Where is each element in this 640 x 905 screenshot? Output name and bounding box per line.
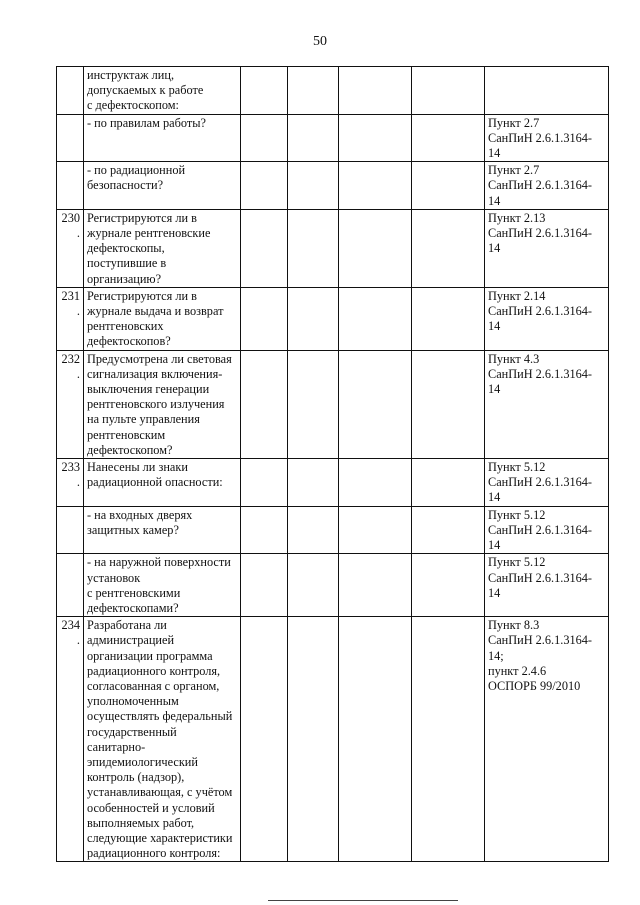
answer-yes-cell <box>241 209 288 287</box>
table-row <box>57 617 609 862</box>
question-cell: - по радиационной безопасности? <box>84 162 241 210</box>
table-row <box>57 114 609 162</box>
comment-cell <box>412 114 485 162</box>
answer-no-cell <box>288 162 339 210</box>
answer-yes-cell <box>241 506 288 554</box>
answer-yes-cell <box>241 287 288 350</box>
answer-yes-cell <box>241 67 288 115</box>
answer-na-cell <box>339 350 412 458</box>
question-cell: Нанесены ли знаки радиационной опасности: <box>84 459 241 507</box>
answer-no-cell <box>288 209 339 287</box>
row-number <box>57 67 84 115</box>
answer-na-cell <box>339 67 412 115</box>
comment-cell <box>412 350 485 458</box>
answer-yes-cell <box>241 114 288 162</box>
row-number <box>57 114 84 162</box>
row-number <box>57 554 84 617</box>
question-cell: Регистрируются ли в журнале рентгеновские дефектоскопы, поступившие в организацию? <box>84 209 241 287</box>
page-number: 50 <box>313 34 327 49</box>
answer-na-cell <box>339 209 412 287</box>
question-cell: - по правилам работы? <box>84 114 241 162</box>
checklist-table <box>56 66 609 862</box>
reference-cell: Пункт 2.13 СанПиН 2.6.1.3164- 14 <box>485 209 609 287</box>
answer-na-cell <box>339 617 412 862</box>
comment-cell <box>412 506 485 554</box>
table-row <box>57 287 609 350</box>
reference-cell: Пункт 2.7 СанПиН 2.6.1.3164- 14 <box>485 114 609 162</box>
row-number: 231. <box>57 287 84 350</box>
answer-no-cell <box>288 287 339 350</box>
table-row <box>57 209 609 287</box>
answer-na-cell <box>339 506 412 554</box>
reference-cell: Пункт 5.12 СанПиН 2.6.1.3164- 14 <box>485 554 609 617</box>
answer-na-cell <box>339 162 412 210</box>
reference-cell: Пункт 2.14 СанПиН 2.6.1.3164- 14 <box>485 287 609 350</box>
reference-cell: Пункт 8.3 СанПиН 2.6.1.3164- 14; пункт 2.4.6 ОСПОРБ 99/2010 <box>485 617 609 862</box>
answer-na-cell <box>339 287 412 350</box>
row-number: 230. <box>57 209 84 287</box>
answer-no-cell <box>288 554 339 617</box>
question-cell: инструктаж лиц, допускаемых к работе с дефектоскопом: <box>84 67 241 115</box>
comment-cell <box>412 554 485 617</box>
comment-cell <box>412 162 485 210</box>
row-number <box>57 162 84 210</box>
row-number: 233. <box>57 459 84 507</box>
answer-yes-cell <box>241 350 288 458</box>
comment-cell <box>412 617 485 862</box>
reference-cell: Пункт 4.3 СанПиН 2.6.1.3164- 14 <box>485 350 609 458</box>
answer-no-cell <box>288 350 339 458</box>
table-row <box>57 350 609 458</box>
question-cell: - на наружной поверхности установок с рентгеновскими дефектоскопами? <box>84 554 241 617</box>
reference-cell: Пункт 2.7 СанПиН 2.6.1.3164- 14 <box>485 162 609 210</box>
question-cell: Разработана ли администрацией организации программа радиационного контроля, согласованная с органом, уполномоченным осуществлять федеральный государственный санитарно- эпидемиологический контроль (надзор), устанавливающая, с учётом особенностей и условий выполняемых работ, следующие характеристики радиационного контроля: <box>84 617 241 862</box>
comment-cell <box>412 209 485 287</box>
reference-cell <box>485 67 609 115</box>
row-number: 234. <box>57 617 84 862</box>
answer-yes-cell <box>241 617 288 862</box>
bottom-divider <box>268 900 458 901</box>
reference-cell: Пункт 5.12 СанПиН 2.6.1.3164- 14 <box>485 506 609 554</box>
comment-cell <box>412 459 485 507</box>
reference-cell: Пункт 5.12 СанПиН 2.6.1.3164- 14 <box>485 459 609 507</box>
answer-no-cell <box>288 617 339 862</box>
answer-yes-cell <box>241 162 288 210</box>
row-number: 232. <box>57 350 84 458</box>
answer-no-cell <box>288 459 339 507</box>
table-row <box>57 554 609 617</box>
comment-cell <box>412 287 485 350</box>
answer-na-cell <box>339 554 412 617</box>
answer-yes-cell <box>241 554 288 617</box>
question-cell: Регистрируются ли в журнале выдача и возврат рентгеновских дефектоскопов? <box>84 287 241 350</box>
answer-no-cell <box>288 506 339 554</box>
question-cell: Предусмотрена ли световая сигнализация включения- выключения генерации рентгеновского излучения на пульте управления рентгеновским дефектоскопом? <box>84 350 241 458</box>
answer-no-cell <box>288 114 339 162</box>
question-cell: - на входных дверях защитных камер? <box>84 506 241 554</box>
answer-yes-cell <box>241 459 288 507</box>
table-row <box>57 162 609 210</box>
answer-no-cell <box>288 67 339 115</box>
row-number <box>57 506 84 554</box>
answer-na-cell <box>339 459 412 507</box>
table-row <box>57 67 609 115</box>
comment-cell <box>412 67 485 115</box>
table-row <box>57 459 609 507</box>
answer-na-cell <box>339 114 412 162</box>
table-row <box>57 506 609 554</box>
